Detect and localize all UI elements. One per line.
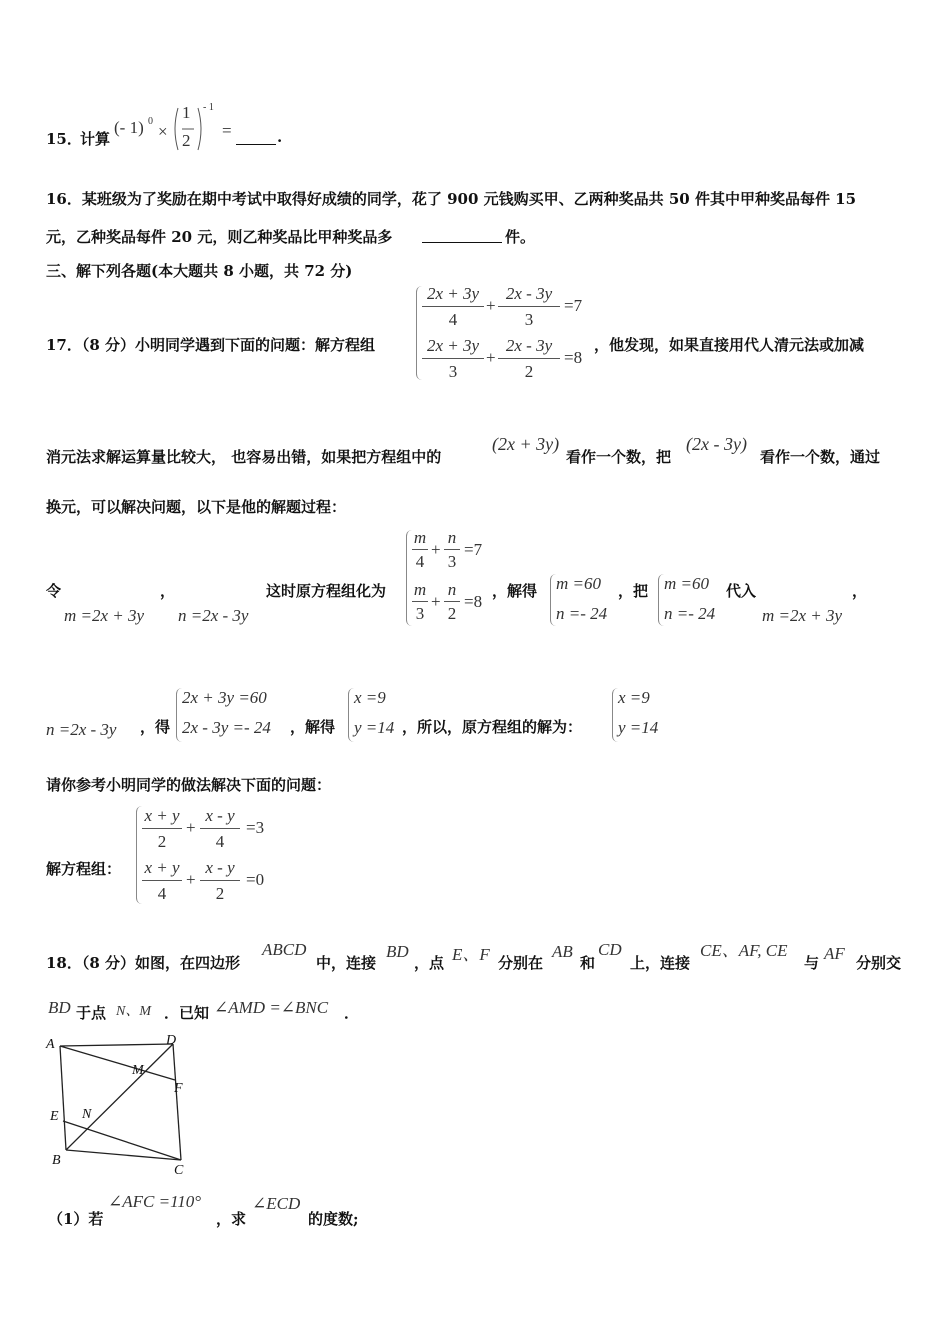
q15-times: × <box>158 122 168 141</box>
q18-sub1-angle-ecd: ∠ECD <box>252 1194 301 1213</box>
q17-sys3-eq2: 2x - 3y =- 24 <box>182 718 271 737</box>
fig-segment-af <box>60 1046 175 1080</box>
q15-number: 15． <box>46 130 82 148</box>
q16-line1: 16．某班级为了奖励在期中考试中取得好成绩的同学，花了 900 元钱购买甲、乙两种奖品共 50 件其中甲种奖品每件 15 <box>46 190 857 208</box>
q18-abcd: ABCD <box>262 940 307 959</box>
q17-please: 请你参考小明同学的做法解决下面的问题： <box>46 776 332 794</box>
q15-half-num: 1 <box>182 103 191 122</box>
q17-p2-num2: x - y <box>205 858 235 877</box>
q17-s2-num1: m <box>413 580 427 599</box>
q18-text-9: ． <box>344 1004 360 1022</box>
q15-exp-neg1: - 1 <box>203 102 214 113</box>
q17-p2-bar1 <box>142 880 182 881</box>
q18-sub1-end: 的度数; <box>308 1210 359 1228</box>
q17-p1-den2: 4 <box>215 832 225 851</box>
q17-line2-end: 看作一个数，通过 <box>760 448 881 466</box>
q18-text-2: 中，连接 <box>316 954 377 972</box>
q17-p2-plus: + <box>186 870 196 889</box>
q17-p2-den2: 2 <box>215 884 225 903</box>
q17-eq2-den1: 3 <box>448 362 458 381</box>
q17-s2-bar1 <box>412 601 428 602</box>
q18-bd-2: BD <box>48 998 71 1017</box>
q15-period: . <box>277 128 283 146</box>
q15-neg-one: (- 1) <box>114 118 144 137</box>
fig-label-c: C <box>174 1163 184 1178</box>
q16-answer-blank[interactable] <box>422 228 502 243</box>
q17-p1-bar2 <box>200 828 240 829</box>
q17-s2-num2: n <box>447 580 457 599</box>
q17-s2-den1: 3 <box>415 604 425 623</box>
q17-eq1-num2: 2x - 3y <box>505 284 553 303</box>
q17-eq1-den2: 3 <box>524 310 534 329</box>
q17-s1-den1: 4 <box>415 552 425 571</box>
q17-suoyi: ，所以，原方程组的解为： <box>402 718 583 736</box>
q17-s2-den2: 2 <box>447 604 457 623</box>
q17-s1-den2: 3 <box>447 552 457 571</box>
q15-answer-blank[interactable] <box>236 130 276 145</box>
fig-edge-ad <box>60 1044 173 1046</box>
q17-eq1-num1: 2x + 3y <box>426 284 480 303</box>
q16-line2-start: 元，乙种奖品每件 20 元，则乙种奖品比甲种奖品多 <box>46 228 393 246</box>
fig-edge-ba <box>60 1046 66 1150</box>
q17-ba: ，把 <box>618 582 649 600</box>
q18-ab: AB <box>552 942 573 961</box>
q18-nm: N、M <box>116 1004 151 1019</box>
q18-af: AF <box>824 944 845 963</box>
q17-p1-num1: x + y <box>144 806 180 825</box>
q15-exp-zero: 0 <box>148 116 153 127</box>
q17-eq1-plus: + <box>486 296 496 315</box>
q17-eq2-num1: 2x + 3y <box>426 336 480 355</box>
q17-m-definition-2: m =2x + 3y <box>762 606 843 625</box>
q17-eq1-bar1 <box>422 306 484 307</box>
q17-final-x: x =9 <box>618 688 650 707</box>
fig-edge-cb <box>66 1150 181 1160</box>
q18-he: 和 <box>580 954 596 972</box>
q17-line2-start: 消元法求解运算量比较大， 也容易出错，如果把方程组中的 <box>46 448 442 466</box>
q17-solve-label: 解方程组： <box>46 860 122 878</box>
q17-comma: ， <box>160 582 176 600</box>
q17-sol-y: y =14 <box>354 718 395 737</box>
q18-text-7: 于点 <box>76 1004 107 1022</box>
q17-p1-num2: x - y <box>205 806 235 825</box>
q18-text-3: ，点 <box>414 954 445 972</box>
q17-eq2-bar2 <box>498 358 560 359</box>
fig-label-n: N <box>82 1107 92 1122</box>
q16-line2-end: 件。 <box>505 228 536 246</box>
q17-final-y: y =14 <box>618 718 659 737</box>
q17-p2-bar2 <box>200 880 240 881</box>
q17-n-definition: n =2x - 3y <box>178 606 249 625</box>
q15-lead: 计算 <box>80 130 111 148</box>
q15-half-den: 2 <box>182 131 191 150</box>
fig-edge-dc <box>173 1044 181 1160</box>
q17-de: ，得 <box>140 718 171 736</box>
q18-lines: CE、AF, CE <box>700 941 788 960</box>
q17-p2-den1: 4 <box>157 884 167 903</box>
q17-s2-bar2 <box>444 601 460 602</box>
q17-expr-2x-plus-3y: (2x + 3y) <box>492 434 560 454</box>
q18-ef: E、F <box>452 945 490 964</box>
q17-ling: 令 <box>46 582 62 600</box>
q18-angle-condition: ∠AMD =∠BNC <box>214 998 329 1017</box>
q17-p2-rhs: =0 <box>246 870 265 889</box>
q17-p2-num1: x + y <box>144 858 180 877</box>
section-3-heading: 三、解下列各题(本大题共 8 小题，共 72 分) <box>46 262 353 280</box>
q17-s1-num2: n <box>447 528 457 547</box>
q17-p1-rhs: =3 <box>246 818 265 837</box>
q17-p1-plus: + <box>186 818 196 837</box>
q17-s1-num1: m <box>413 528 427 547</box>
q17-sol-m-2: m =60 <box>664 574 709 593</box>
q18-sub1-qiu: ，求 <box>216 1210 247 1228</box>
q18-bd: BD <box>386 942 409 961</box>
q17-sol-m: m =60 <box>556 574 601 593</box>
q17-expr-2x-minus-3y: (2x - 3y) <box>686 434 747 454</box>
q18-yu: 与 <box>804 954 820 972</box>
q17-s1-bar2 <box>444 549 460 550</box>
fig-label-m: M <box>132 1063 144 1078</box>
q17-s2-plus: + <box>431 592 441 611</box>
q17-sol-n-2: n =- 24 <box>664 604 716 623</box>
fig-label-a: A <box>46 1037 55 1052</box>
q17-s1-rhs: =7 <box>464 540 483 559</box>
q17-line3: 换元，可以解决问题，以下是他的解题过程： <box>46 498 347 516</box>
q17-intro-tail: ，他发现，如果直接用代人清元法或加减 <box>594 336 865 354</box>
q17-s1-plus: + <box>431 540 441 559</box>
q17-sys3-eq1: 2x + 3y =60 <box>182 688 267 707</box>
fig-label-d: D <box>166 1033 177 1048</box>
q18-sub1-start: （1）若 <box>48 1210 104 1228</box>
q18-sub1-angle-afc: ∠AFC =110° <box>108 1192 202 1211</box>
q17-intro: 17．（8 分）小明同学遇到下面的问题：解方程组 <box>46 336 376 354</box>
fig-segment-ec <box>63 1121 181 1160</box>
q17-now-label: 这时原方程组化为 <box>266 582 387 600</box>
fig-diagonal-bd <box>66 1044 173 1150</box>
fig-label-b: B <box>52 1153 61 1168</box>
q17-comma-2: ， <box>852 582 868 600</box>
q17-eq1-den1: 4 <box>448 310 458 329</box>
fig-label-e: E <box>50 1109 59 1124</box>
q17-s1-bar1 <box>412 549 428 550</box>
q15-equals: = <box>222 121 232 140</box>
q17-p1-den1: 2 <box>157 832 167 851</box>
q17-eq2-plus: + <box>486 348 496 367</box>
q18-cd: CD <box>598 940 622 959</box>
q17-s2-rhs: =8 <box>464 592 483 611</box>
q17-jiede-2: ，解得 <box>290 718 336 736</box>
q18-quadrilateral-figure <box>40 1032 200 1180</box>
q17-eq1-bar2 <box>498 306 560 307</box>
q18-text-1: 18．（8 分）如图，在四边形 <box>46 954 241 972</box>
q17-eq2-rhs: =8 <box>564 348 583 367</box>
fig-label-f: F <box>174 1081 183 1096</box>
q18-text-8: ．已知 <box>164 1004 210 1022</box>
q17-dairu: 代入 <box>726 582 757 600</box>
q17-sol-n: n =- 24 <box>556 604 608 623</box>
q17-n-definition-2: n =2x - 3y <box>46 720 117 739</box>
q17-eq1-rhs: =7 <box>564 296 583 315</box>
q18-text-4: 分别在 <box>498 954 544 972</box>
q17-eq2-num2: 2x - 3y <box>505 336 553 355</box>
q18-text-6: 分别交 <box>856 954 902 972</box>
q18-text-5: 上，连接 <box>630 954 691 972</box>
q17-sol-x: x =9 <box>354 688 386 707</box>
q17-line2-mid: 看作一个数，把 <box>566 448 672 466</box>
q17-eq2-bar1 <box>422 358 484 359</box>
q17-m-definition: m =2x + 3y <box>64 606 145 625</box>
q17-p1-bar1 <box>142 828 182 829</box>
q17-jiede: ，解得 <box>492 582 538 600</box>
q17-eq2-den2: 2 <box>524 362 534 381</box>
